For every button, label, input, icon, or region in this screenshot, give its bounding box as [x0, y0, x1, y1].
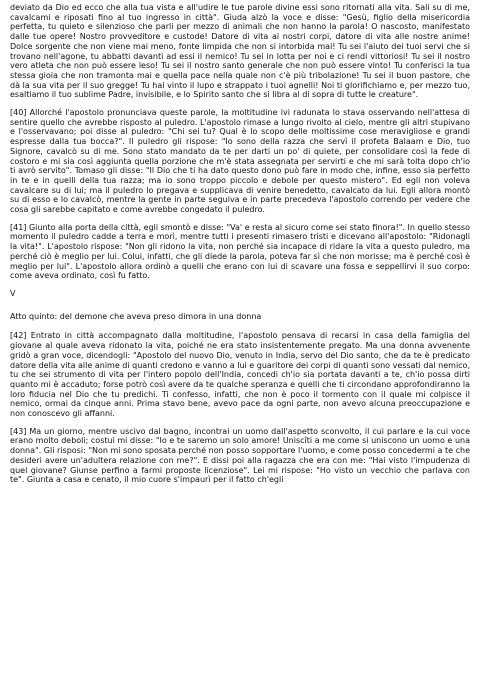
paragraph-43: [43] Ma un giorno, mentre uscivo dal bagno, incontrai un uomo dall'aspetto sconvolto, il cui parlare e la cui voce erano molto deboli; costui mi disse: "Io e te saremo un solo amore! Uniscîti a me come si uniscono un uomo e una donna". Gli risposi: "Non mi sono sposata perché non posso sopportare l'uomo, e come posso concedermi a te che desideri avere un'adultera relazione con me?". E dissi poi alla ragazza che era con me: "Hai visto l'impudenza di quel giovane? Giunse perfino a farmi proposte licenziose". Lei mi rispose: "Ho visto un vecchio che parlava con te". Giunta a casa e cenato, il mio cuore s'impaurì per il fatto ch'egli	[10, 426, 470, 485]
paragraph-39-continuation: deviato da Dio ed ecco che alla tua vista e all'udire le tue parole divine essi sono ritornati alla vita. Sali su di me, cavalcami e riposati fino al tuo ingresso in città". Giuda alzò la voce e disse: "Gesù, figlio della misericordia perfetta, tu quieto e silenzioso che parli per mezzo di animali che non hanno la parola! O nascosto, manifestato dalle tue opere! Nostro provveditore e custode! Datore di vita ai nostri corpi, datore di vita alle nostre anime! Dolce sorgente che non viene mai meno, fonte limpida che non si intorbida mai! Tu sei l'aiuto dei tuoi servi che si trovano nell'agone, tu abbatti davanti ad essi il nemico! Tu sei in lotta per noi e ci rendi vittoriosi! Tu sei il nostro vero atleta che non può essere leso! Tu sei il nostro santo generale che non può essere vinto! Tu conferisci la tua stessa gioia che non tramonta mai e quella pace nella quale non c'è più tribolazione! Tu sei il buon pastore, che dà la sua vita per il suo gregge! Tu hai vinto il lupo e strappato i tuoi agnelli! Noi ti glorifichiamo e, per mezzo tuo, esaltiamo il tuo sublime Padre, invisibile, e lo Spirito santo che si libra al di sopra di tutte le creature".	[10, 3, 470, 100]
paragraph-41: [41] Giunto alla porta della città, egli smontò e disse: "Va' e resta al sicuro come sei stato finora!". In quello stesso momento il puledro cadde a terra e morì, mentre tutti i presenti rimasero tristi e dicevano all'apostolo: "Ridonagli la vita!". L'apostolo rispose: "Non gli ridono la vita, non perché sia incapace di ridare la vita a questo puledro, ma perché ciò è meglio per lui. Colui, infatti, che gli diede la parola, poteva far sì che non morisse; ma è perché così è meglio per lui". L'apostolo allora ordinò a quelli che erano con lui di scavare una fossa e seppellirvi il suo corpo: come aveva ordinato, così fu fatto.	[10, 222, 470, 281]
paragraph-40: [40] Allorché l'apostolo pronunciava queste parole, la moltitudine ivi radunata lo stava osservando nell'attesa di sentire quello che avrebbe risposto al puledro. L'apostolo rimase a lungo rivolto al cielo, mentre gli altri stupivano e l'osservavano; poi disse al puledro: "Chi sei tu? Qual è lo scopo delle moltissime cose meravigliose e grandi espresse dalla tua bocca?". Il puledro gli rispose: "Io sono della razza che servì il profeta Balaam e Dio, tuo Signore, cavalcò su di me. Sono stato mandato da te per darti un po' di quiete, per consolidare così la fede di costoro e mi sia così aggiunta quella porzione che m'è stata assegnata per servirti e che mi sarà tolta dopo ch'io ti avrò servito". Tomaso gli disse: "Il Dio che ti ha dato questo dono può fare in modo che, infine, esso sia perfetto in te e in quelli della tua razza; ma io sono troppo piccolo e debole per questo mistero". Ed egli non voleva cavalcare su di lui; ma il puledro lo pregava e supplicava di venire benedetto, cavalcato da lui. Egli allora montò su di esso e lo cavalcò, mentre la gente in parte seguiva e in parte precedeva l'apostolo correndo per vedere che cosa gli sarebbe capitato e come avrebbe congedato il puledro.	[10, 108, 470, 215]
section-title: Atto quinto: del demone che aveva preso dimora in una donna	[10, 311, 262, 321]
section-roman-numeral: V	[10, 288, 16, 298]
paragraph-42: [42] Entrato in città accompagnato dalla moltitudine, l'apostolo pensava di recarsi in casa della famiglia del giovane al quale aveva ridonato la vita, poiché ne era stato insistentemente pregato. Ma una donna avvenente gridò a gran voce, dicendogli: "Apostolo del nuovo Dio, venuto in India, servo del Dio santo, che da te è predicato datore della vita alle anime di quanti credono e vanno a lui e guaritore dei corpi di quanti sono vessati dal nemico, tu che sei strumento di vita per l'intero popolo dell'India, concedi ch'io sia portata davanti a te, ch'io possa dirti quanto mi è accaduto; forse potrò così avere da te qualche speranza e quelli che ti circondano approfondiranno la loro fiducia nel Dio che tu predichi. Ti confesso, infatti, che non è poco il tormento con il quale mi colpisce il nemico, ormai da cinque anni. Prima stavo bene, avevo pace da ogni parte, non avevo alcuna preoccupazione e non conoscevo gli affanni.	[10, 331, 470, 419]
